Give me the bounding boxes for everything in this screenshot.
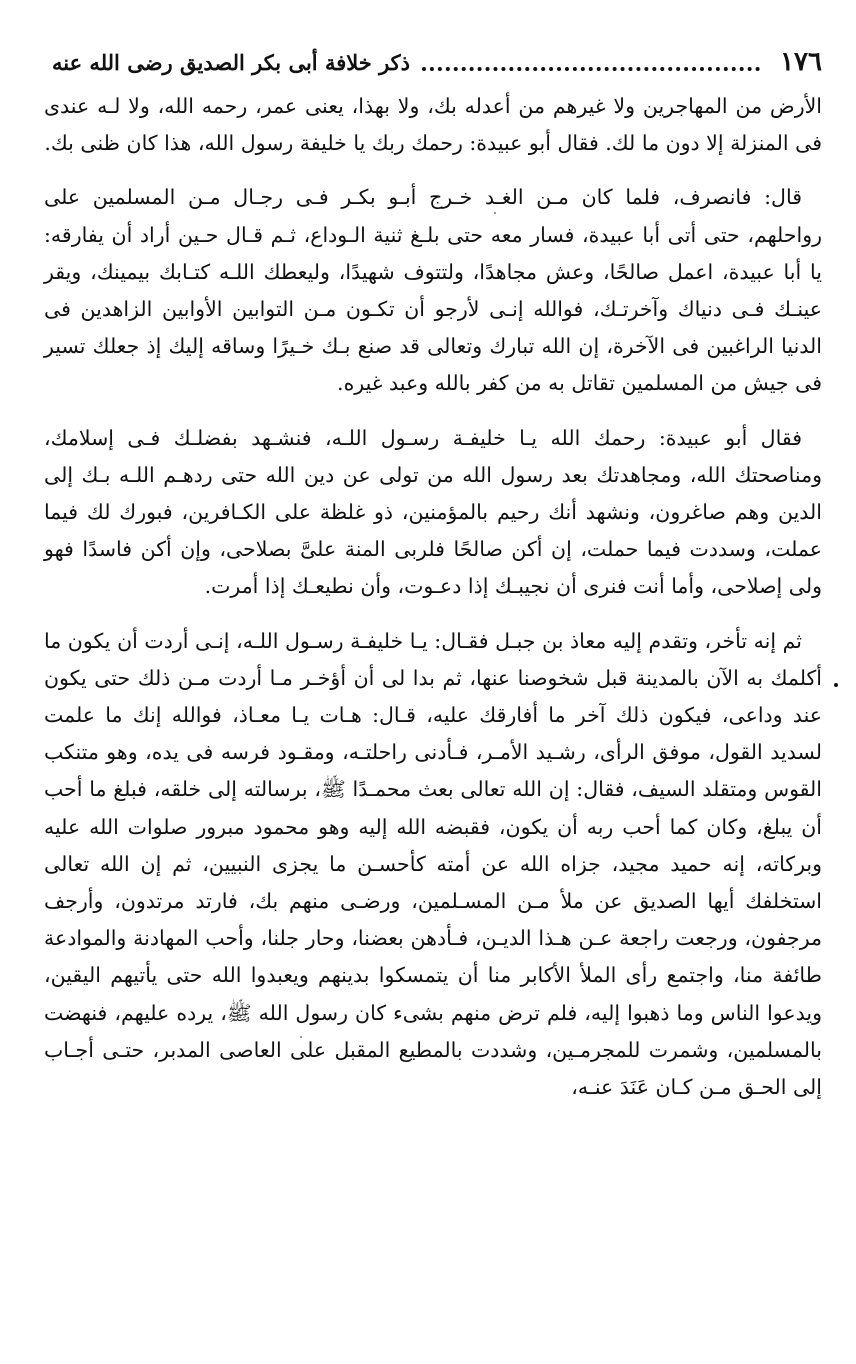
paragraph-3: فقال أبو عبيدة: رحمك الله يـا خليفـة رسـول اللـه، فنشـهد بفضلـك فـى إسلامك، ومناصحتك الله، ومجاهدتك بعد رسول الله من تولى عن دين الله حتى ردهـم اللـه بـك إلى الدين وهم صاغرون، ونشهد أنك رحيم بالمؤمنين، ذو غلظة على الكـافرين، فبورك لك فيما عملت، وسددت فيما حملت، إن أكن صالحًا فلربى المنة علىَّ بصلاحى، وإن أكن فاسدًا فهو ولى إصلاحى، وأما أنت فنرى أن نجيبـك إذا دعـوت، وأن نطيعـك إذا أمرت. — [44, 425, 822, 599]
paragraph-1: الأرض من المهاجرين ولا غيرهم من أعدله بك، ولا بهذا، يعنى عمر، رحمه الله، ولا لـه عندى فى المنزلة إلا دون ما لك. فقال أبو عبيدة: رحمك ربك يا خليفة رسول الله، هذا كان ظنى بك. — [44, 94, 822, 156]
running-header — [52, 44, 822, 80]
paragraph-4: ثم إنه تأخر، وتقدم إليه معاذ بن جبـل فقـال: يـا خليفـة رسـول اللـه، إنـى أردت أن يكون ما أكلمك به الآن بالمدينة قبل شخوصنا عنها، ثم بدا لى أن أؤخـر مـا أردت مـن ذلك حتى يكون عند وداعى، فيكون ذلك آخر ما أفارقك عليه، قـال: هـات يـا معـاذ، فوالله إنك ما علمت لسديد القول، موفق الرأى، رشـيد الأمـر، فـأدنى راحلتـه، ومقـود فرسه فى يده، وهو متنكب القوس ومتقلد السيف، فقال: إن الله تعالى بعث محمـدًا ﷺ، برسالته إلى خلقه، فبلغ ما أحب أن يبلغ، وكان كما أحب ربه أن يكون، فقبضه الله إليه وهو محمود مبرور صلوات الله عليه وبركاته، إنه حميد مجيد، جزاه الله عن أمته كأحسـن ما يجزى النبيين، ثم إن الله تعالى استخلفك أيها الصديق عن ملأ مـن المسـلمين، ورضـى منهم بك، فارتد مرتدون، وأرجف مرجفون، ورجعت راجعة عـن هـذا الديـن، فـأدهن بعضنا، وحار جلنا، وأحب المهادنة والموادعة طائفة منا، واجتمع رأى الملأ الأكابر منا أن يتمسكوا بدينهم ويعبدوا الله حتى يأتيهم اليقين، ويدعوا الناس وما ذهبوا إليه، فلم ترض منهم بشىء كان رسول الله ﷺ، يرده عليهم، فنهضت بالمسلمين، وشمرت للمجرمـين، وشددت بالمطيع المقبل على العاصى المدبر، حتـى أجـاب إلى الحـق مـن كـان عَنَدَ عنـه، — [44, 628, 822, 1100]
paragraph-2: قال: فانصرف، فلما كان مـن الغـد خـرج أبـو بكـر فـى رجـال مـن المسلمين على رواحلهم، حتى أتى أبا عبيدة، فسار معه حتى بلـغ ثنية الـوداع، ثـم قـال حـين أراد أن يفارقه: يا أبا عبيدة، اعمل صالحًا، وعش مجاهدًا، ولتتوف شهيدًا، وليعطك اللـه كتـابك بيمينك، ويقر عينـك فـى دنياك وآخرتـك، فوالله إنـى لأرجو أن تكـون مـن التوابين الأوابين الزاهدين فى الدنيا الراغبين فى الآخرة، إن الله تبارك وتعالى قد صنع بـك خـيرًا وساقه إليك إذ جعلك تسير فى جيش من المسلمين تقاتل به من كفر بالله وعبد غيره. — [44, 185, 822, 396]
scan-speck — [300, 1036, 302, 1038]
margin-mark — [834, 683, 838, 687]
page-body — [44, 88, 822, 1106]
page-number: ١٧٦ — [780, 47, 822, 77]
chapter-title: ذكر خلافة أبى بكر الصديق رضى الله عنه — [52, 49, 411, 75]
header-dotted-leader — [422, 65, 760, 71]
scan-speck — [494, 212, 496, 214]
